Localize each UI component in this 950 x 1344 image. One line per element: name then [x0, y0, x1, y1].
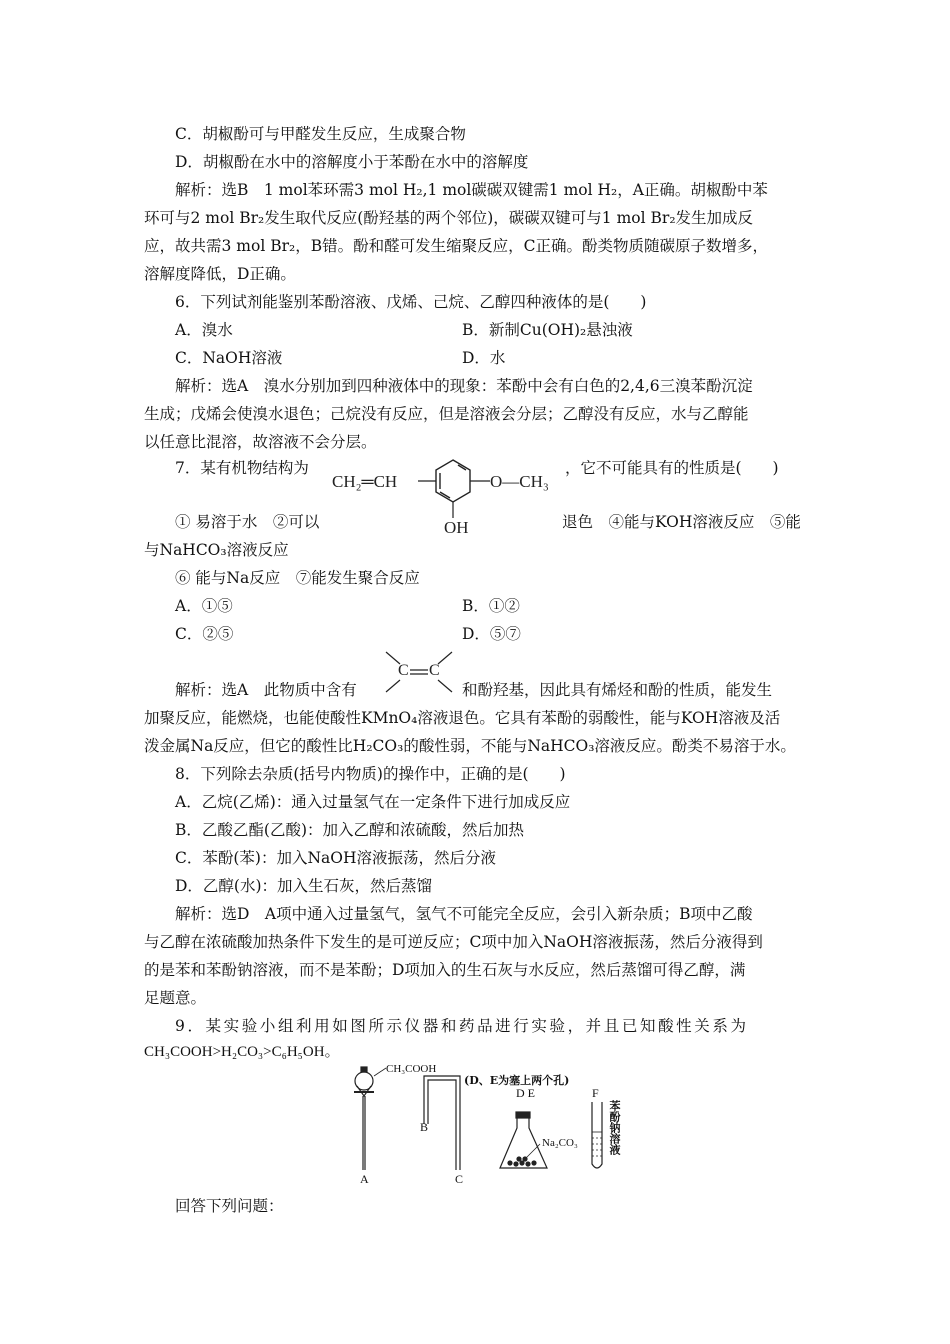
q7-properties-line-3: ⑥ 能与Na反应 ⑦能发生聚合反应 [175, 569, 420, 587]
carbon-double-bond-figure [382, 648, 456, 698]
figure-note-label: (D、E为塞上两个孔) [464, 1074, 570, 1087]
q6-option-a: A．溴水 [175, 321, 233, 339]
q9-apparatus-figure [340, 1062, 640, 1188]
q7-structure-figure [330, 454, 560, 540]
q5-answer-line-3: 应，故共需3 mol Br₂，B错。酚和醛可发生缩聚反应，C正确。酚类物质随碳原子数增多， [144, 237, 768, 255]
tube-f-label: F [592, 1086, 599, 1100]
q8-stem: 8．下列除去杂质(括号内物质)的操作中，正确的是( ) [175, 765, 566, 783]
q9-stem-line-1: 9．某实验小组利用如图所示仪器和药品进行实验，并且已知酸性关系为 [175, 1017, 749, 1035]
bent-glass-tube-icon [424, 1076, 460, 1170]
q8-option-c: C．苯酚(苯)：加入NaOH溶液振荡，然后分液 [175, 849, 496, 867]
sodium-carbonate-label: Na₂CO₃ [542, 1137, 578, 1149]
flask-ports-label: D E [516, 1086, 535, 1100]
carbon-label-right: C [429, 662, 440, 679]
q7-properties-line-1a: ① 易溶于水 ②可以 [175, 513, 320, 531]
q5-answer-line-2: 环可与2 mol Br₂发生取代反应(酚羟基的两个邻位)，碳碳双键可与1 mol Br₂发生加成反 [144, 209, 754, 227]
funnel-a-label: A [360, 1172, 369, 1186]
q8-answer-line-2: 与乙醇在浓硫酸加热条件下发生的是可逆反应；C项中加入NaOH溶液振荡，然后分液得到 [144, 933, 763, 951]
q7-stem-end: ，它不可能具有的性质是( ) [565, 459, 779, 477]
q7-answer-line-1a: 解析：选A 此物质中含有 [175, 681, 357, 699]
q5-answer-line-1: 解析：选B 1 mol苯环需3 mol H₂,1 mol碳碳双键需1 mol H₂，A正确。胡椒酚中苯 [175, 181, 768, 199]
q6-option-c: C．NaOH溶液 [175, 349, 283, 367]
q6-answer-line-3: 以任意比混溶，故溶液不会分层。 [144, 433, 377, 451]
q5-option-d: D．胡椒酚在水中的溶解度小于苯酚在水中的溶解度 [175, 153, 529, 171]
test-tube-icon [592, 1102, 602, 1168]
q5-option-c: C．胡椒酚可与甲醛发生反应，生成聚合物 [175, 125, 466, 143]
q5-answer-line-4: 溶解度降低，D正确。 [144, 265, 296, 283]
q9-stem-line-2: CH₃COOH>H₂CO₃>C₆H₅OH。 [144, 1044, 340, 1060]
q8-answer-line-4: 足题意。 [144, 989, 207, 1007]
q6-option-d: D．水 [462, 349, 506, 367]
q7-option-b: B．①② [462, 597, 520, 615]
separatory-funnel-icon [354, 1067, 374, 1170]
q7-properties-line-1b: 退色 ④能与KOH溶液反应 ⑤能 [562, 513, 801, 531]
q6-answer-line-1: 解析：选A 溴水分别加到四种液体中的现象：苯酚中会有白色的2,4,6三溴苯酚沉淀 [175, 377, 753, 395]
q8-option-d: D．乙醇(水)：加入生石灰，然后蒸馏 [175, 877, 433, 895]
q9-answer-prompt: 回答下列问题： [175, 1197, 284, 1215]
tube-c-label: C [455, 1172, 464, 1186]
hydroxyl-group-label: OH [444, 518, 469, 537]
q8-answer-line-1: 解析：选D A项中通入过量氢气，氢气不可能完全反应，会引入新杂质；B项中乙酸 [175, 905, 753, 923]
q7-properties-line-2: 与NaHCO₃溶液反应 [144, 541, 289, 559]
q6-answer-line-2: 生成；戊烯会使溴水退色；己烷没有反应，但是溶液会分层；乙醇没有反应，水与乙醇能 [144, 405, 749, 423]
q7-option-c: C．②⑤ [175, 625, 234, 643]
q7-answer-line-2: 加聚反应，能燃烧，也能使酸性KMnO₄溶液退色。它具有苯酚的弱酸性，能与KOH溶液及活 [144, 709, 781, 727]
sodium-phenoxide-solution-label: 苯酚钠溶液 [608, 1100, 621, 1155]
q6-option-b: B．新制Cu(OH)₂悬浊液 [462, 321, 633, 339]
q7-answer-line-3: 泼金属Na反应，但它的酸性比H₂CO₃的酸性弱，不能与NaHCO₃溶液反应。酚类不易溶于水。 [144, 737, 796, 755]
q8-option-b: B．乙酸乙酯(乙酸)：加入乙醇和浓硫酸，然后加热 [175, 821, 524, 839]
carbon-label-left: C [398, 662, 409, 679]
vinyl-group-label: CH₂═CH [332, 472, 398, 491]
conical-flask-icon [500, 1112, 547, 1168]
tube-b-label: B [420, 1120, 429, 1134]
acetic-acid-label: CH₃COOH [386, 1063, 437, 1075]
q6-stem: 6．下列试剂能鉴别苯酚溶液、戊烯、己烷、乙醇四种液体的是( ) [175, 293, 647, 311]
q8-option-a: A．乙烷(乙烯)：通入过量氢气在一定条件下进行加成反应 [175, 793, 571, 811]
q8-answer-line-3: 的是苯和苯酚钠溶液，而不是苯酚；D项加入的生石灰与水反应，然后蒸馏可得乙醇，满 [144, 961, 746, 979]
methoxy-group-label: O—CH₃ [490, 472, 549, 491]
q7-option-a: A．①⑤ [175, 597, 233, 615]
q7-option-d: D．⑤⑦ [462, 625, 521, 643]
q7-stem-start: 7．某有机物结构为 [175, 459, 309, 477]
q7-answer-line-1b: 和酚羟基，因此具有烯烃和酚的性质，能发生 [462, 681, 773, 699]
